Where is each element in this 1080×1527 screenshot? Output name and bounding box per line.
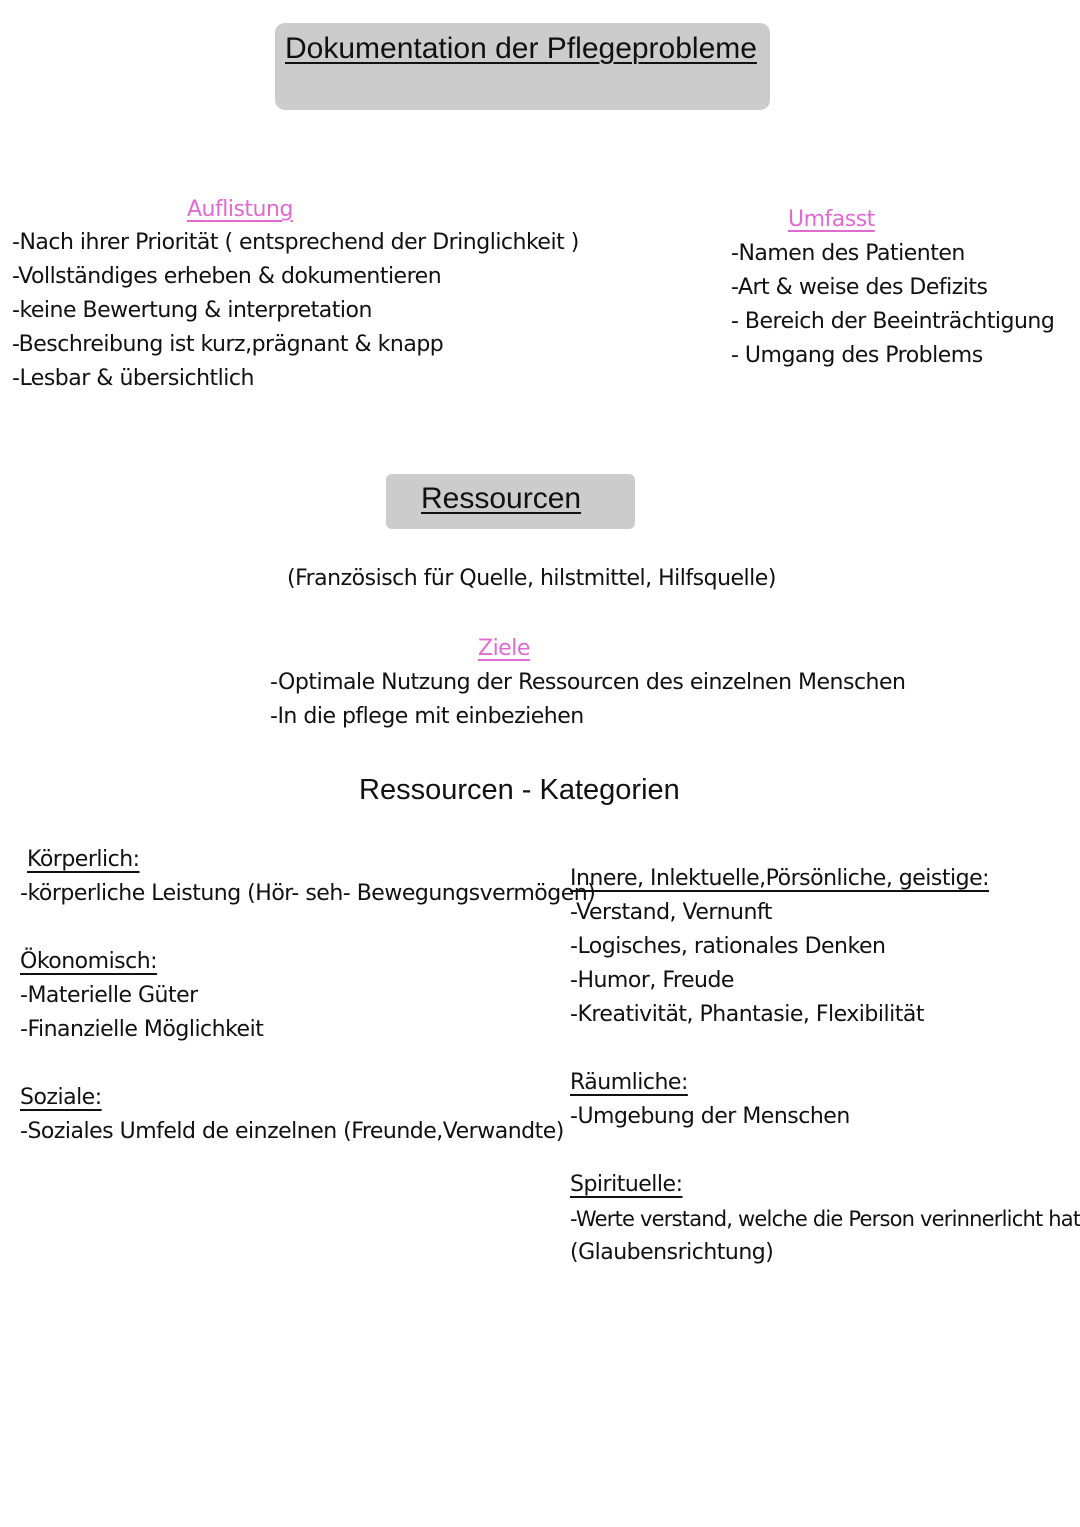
list-item: -Materielle Güter (20, 983, 198, 1008)
list-item: -keine Bewertung & interpretation (12, 298, 372, 323)
list-item: -Nach ihrer Priorität ( entsprechend der Dringlichkeit ) (12, 230, 579, 255)
list-item: -Kreativität, Phantasie, Flexibilität (570, 1002, 924, 1027)
list-item: -Finanzielle Möglichkeit (20, 1017, 264, 1042)
list-item: (Glaubensrichtung) (570, 1240, 774, 1265)
list-item: -Vollständiges erheben & dokumentieren (12, 264, 442, 289)
list-item: -Logisches, rationales Denken (570, 934, 886, 959)
category-heading: Spirituelle: (570, 1172, 683, 1197)
category-heading: Räumliche: (570, 1070, 688, 1095)
auflistung-list (12, 226, 579, 396)
ressourcen-title: Ressourcen (421, 482, 582, 515)
list-item: -Lesbar & übersichtlich (12, 366, 254, 391)
umfasst-list (731, 237, 1054, 373)
umfasst-heading: Umfasst (788, 207, 875, 232)
ziele-heading: Ziele (478, 636, 530, 661)
category-heading: Ökonomisch: (20, 949, 158, 974)
list-item: -Umgebung der Menschen (570, 1104, 850, 1129)
list-item: -Namen des Patienten (731, 241, 965, 266)
auflistung-heading: Auflistung (187, 197, 293, 222)
list-item: -Soziales Umfeld de einzelnen (Freunde,Verwandte) (20, 1119, 564, 1144)
list-item: -In die pflege mit einbeziehen (270, 704, 584, 729)
category-heading: Innere, Inlektuelle,Pörsönliche, geistige: (570, 866, 990, 891)
kategorien-title: Ressourcen - Kategorien (359, 774, 680, 806)
category-heading: Soziale: (20, 1085, 102, 1110)
category-heading: Körperlich: (27, 847, 140, 872)
page-title: Dokumentation der Pflegeprobleme (285, 32, 757, 65)
list-item: - Umgang des Problems (731, 343, 983, 368)
list-item: -Werte verstand, welche die Person verinnerlicht hat (570, 1207, 1080, 1231)
list-item: -Optimale Nutzung der Ressourcen des einzelnen Menschen (270, 670, 906, 695)
list-item: - Bereich der Beeinträchtigung (731, 309, 1055, 334)
list-item: -Art & weise des Defizits (731, 275, 988, 300)
list-item: -körperliche Leistung (Hör- seh- Bewegungsvermögen) (20, 881, 596, 906)
ziele-list (270, 666, 905, 734)
list-item: -Beschreibung ist kurz,prägnant & knapp (12, 332, 444, 357)
ressourcen-subtitle: (Französisch für Quelle, hilstmittel, Hilfsquelle) (287, 566, 776, 591)
list-item: -Humor, Freude (570, 968, 734, 993)
list-item: -Verstand, Vernunft (570, 900, 772, 925)
